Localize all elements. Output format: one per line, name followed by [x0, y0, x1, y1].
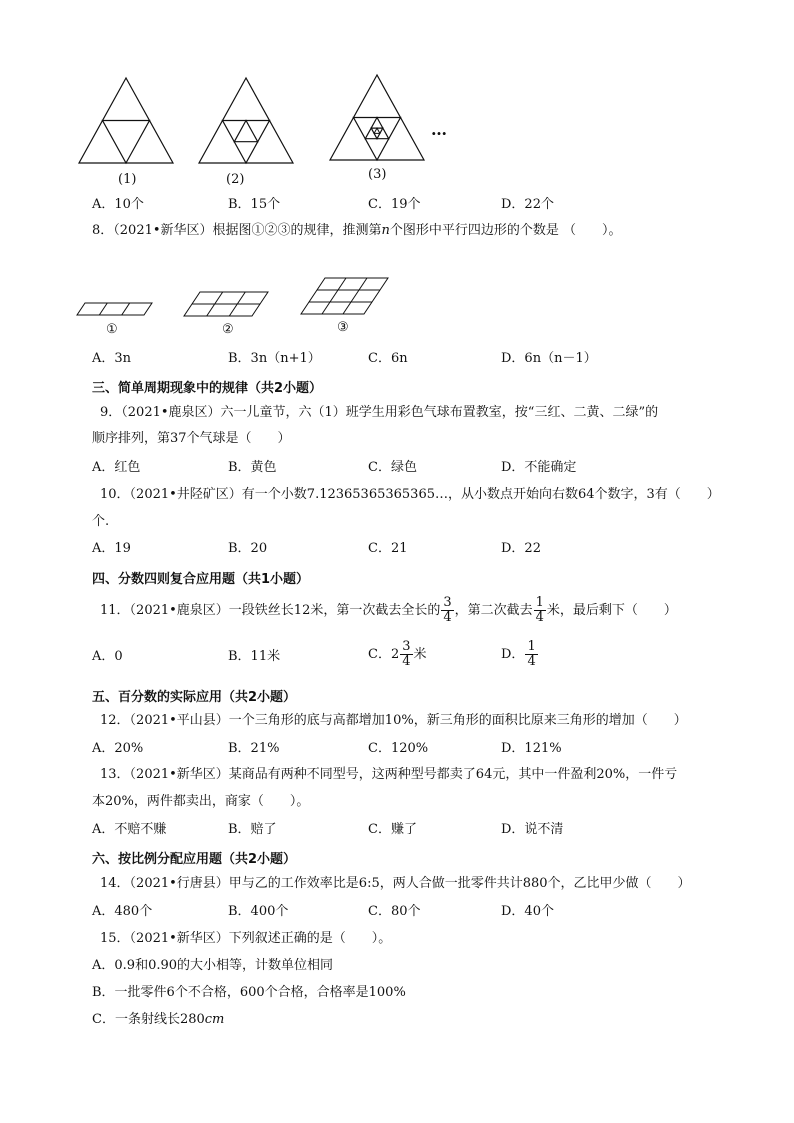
q11-option-a: A．0 — [92, 649, 123, 664]
q12-option-d: D．121% — [501, 741, 562, 756]
q12-question: 12．（2021•平山县）一个三角形的底与高都增加10%，新三角形的面积比原来三角形的增加（ ） — [100, 713, 687, 728]
section-heading-6: 六、按比例分配应用题（共2小题） — [92, 852, 297, 867]
q14-option-b: B．400个 — [228, 904, 289, 919]
q7-option-c: C．19个 — [368, 197, 421, 212]
q15-question: 15．（2021•新华区）下列叙述正确的是（ ）。 — [100, 931, 392, 946]
q7-option-a: A．10个 — [92, 197, 144, 212]
figure-caption-circle-3: ③ — [337, 320, 349, 335]
q10-question-line1: 10．（2021•井陉矿区）有一个小数7.12365365365365…，从小数点开始向右数64个数字，3有（ ） — [100, 487, 720, 502]
q15-option-c: C．一条射线长280cm — [92, 1012, 225, 1027]
q13-question-line2: 本20%，两件都卖出，商家（ ）。 — [92, 794, 310, 809]
q10-option-c: C．21 — [368, 541, 408, 556]
q8-question: 8．（2021•新华区）根据图①②③的规律，推测第n个图形中平行四边形的个数是 （ ）。 — [92, 223, 622, 238]
q9-option-c: C．绿色 — [368, 460, 417, 475]
q10-option-a: A．19 — [92, 541, 131, 556]
q12-option-b: B．21% — [228, 741, 280, 756]
q13-option-b: B．赔了 — [228, 822, 277, 837]
figure-caption-2: (2) — [226, 172, 245, 187]
figure-caption-3: (3) — [368, 167, 387, 182]
figure-caption-circle-1: ① — [106, 322, 118, 337]
q10-question-line2: 个. — [92, 514, 110, 529]
q14-question: 14．（2021•行唐县）甲与乙的工作效率比是6:5，两人合做一批零件共计880个，乙比甲少做（ ） — [100, 876, 691, 891]
section-heading-5: 五、百分数的实际应用（共2小题） — [92, 690, 297, 705]
q12-option-c: C．120% — [368, 741, 429, 756]
q13-option-a: A．不赔不赚 — [92, 822, 167, 837]
q8-option-c: C．6n — [368, 351, 408, 366]
triangle-figure-3 — [327, 72, 427, 162]
parallelogram-figure-3 — [301, 277, 391, 317]
q9-option-d: D．不能确定 — [501, 460, 577, 475]
q8-option-b: B．3n（n+1） — [228, 351, 321, 366]
q12-option-a: A．20% — [92, 741, 144, 756]
q8-option-a: A．3n — [92, 351, 132, 366]
q14-option-d: D．40个 — [501, 904, 554, 919]
section-heading-3: 三、简单周期现象中的规律（共2小题） — [92, 381, 323, 396]
q13-option-d: D．说不清 — [501, 822, 564, 837]
triangle-figure-1 — [76, 75, 176, 165]
q9-option-a: A．红色 — [92, 460, 141, 475]
q14-option-a: A．480个 — [92, 904, 153, 919]
q14-option-c: C．80个 — [368, 904, 421, 919]
ellipsis: … — [431, 120, 447, 139]
q9-option-b: B．黄色 — [228, 460, 277, 475]
triangle-figure-2 — [196, 75, 296, 165]
q7-option-b: B．15个 — [228, 197, 281, 212]
parallelogram-figure-1 — [77, 302, 157, 322]
parallelogram-figure-2 — [184, 291, 274, 321]
q10-option-b: B．20 — [228, 541, 268, 556]
q11-question: 11．（2021•鹿泉区）一段铁丝长12米，第一次截去全长的 $\frac{3}{4}$ ，第二次截去 $\frac{1}{4}$ 米，最后剩下（ ） — [100, 595, 677, 625]
q15-option-b: B．一批零件6个不合格，600个合格，合格率是100% — [92, 985, 406, 1000]
figure-caption-1: (1) — [118, 172, 137, 187]
q7-option-d: D．22个 — [501, 197, 554, 212]
q15-option-a: A．0.9和0.90的大小相等，计数单位相同 — [92, 958, 334, 973]
q10-option-d: D．22 — [501, 541, 541, 556]
q9-question-line1: 9．（2021•鹿泉区）六一儿童节，六（1）班学生用彩色气球布置教室，按“三红、二黄、二绿”的 — [100, 405, 659, 420]
section-heading-4: 四、分数四则复合应用题（共1小题） — [92, 572, 310, 587]
q9-question-line2: 顺序排列，第37个气球是（ ） — [92, 431, 291, 446]
q11-option-c: C．2 $\frac{3}{4}$ 米 — [368, 639, 427, 669]
q11-option-d: D． $\frac{1}{4}$ — [501, 639, 536, 669]
q13-option-c: C．赚了 — [368, 822, 417, 837]
q13-question-line1: 13．（2021•新华区）某商品有两种不同型号，这两种型号都卖了64元，其中一件盈利20%，一件亏 — [100, 767, 678, 782]
q11-option-b: B．11米 — [228, 649, 281, 664]
q8-option-d: D．6n（n－1） — [501, 351, 597, 366]
figure-caption-circle-2: ② — [222, 322, 234, 337]
